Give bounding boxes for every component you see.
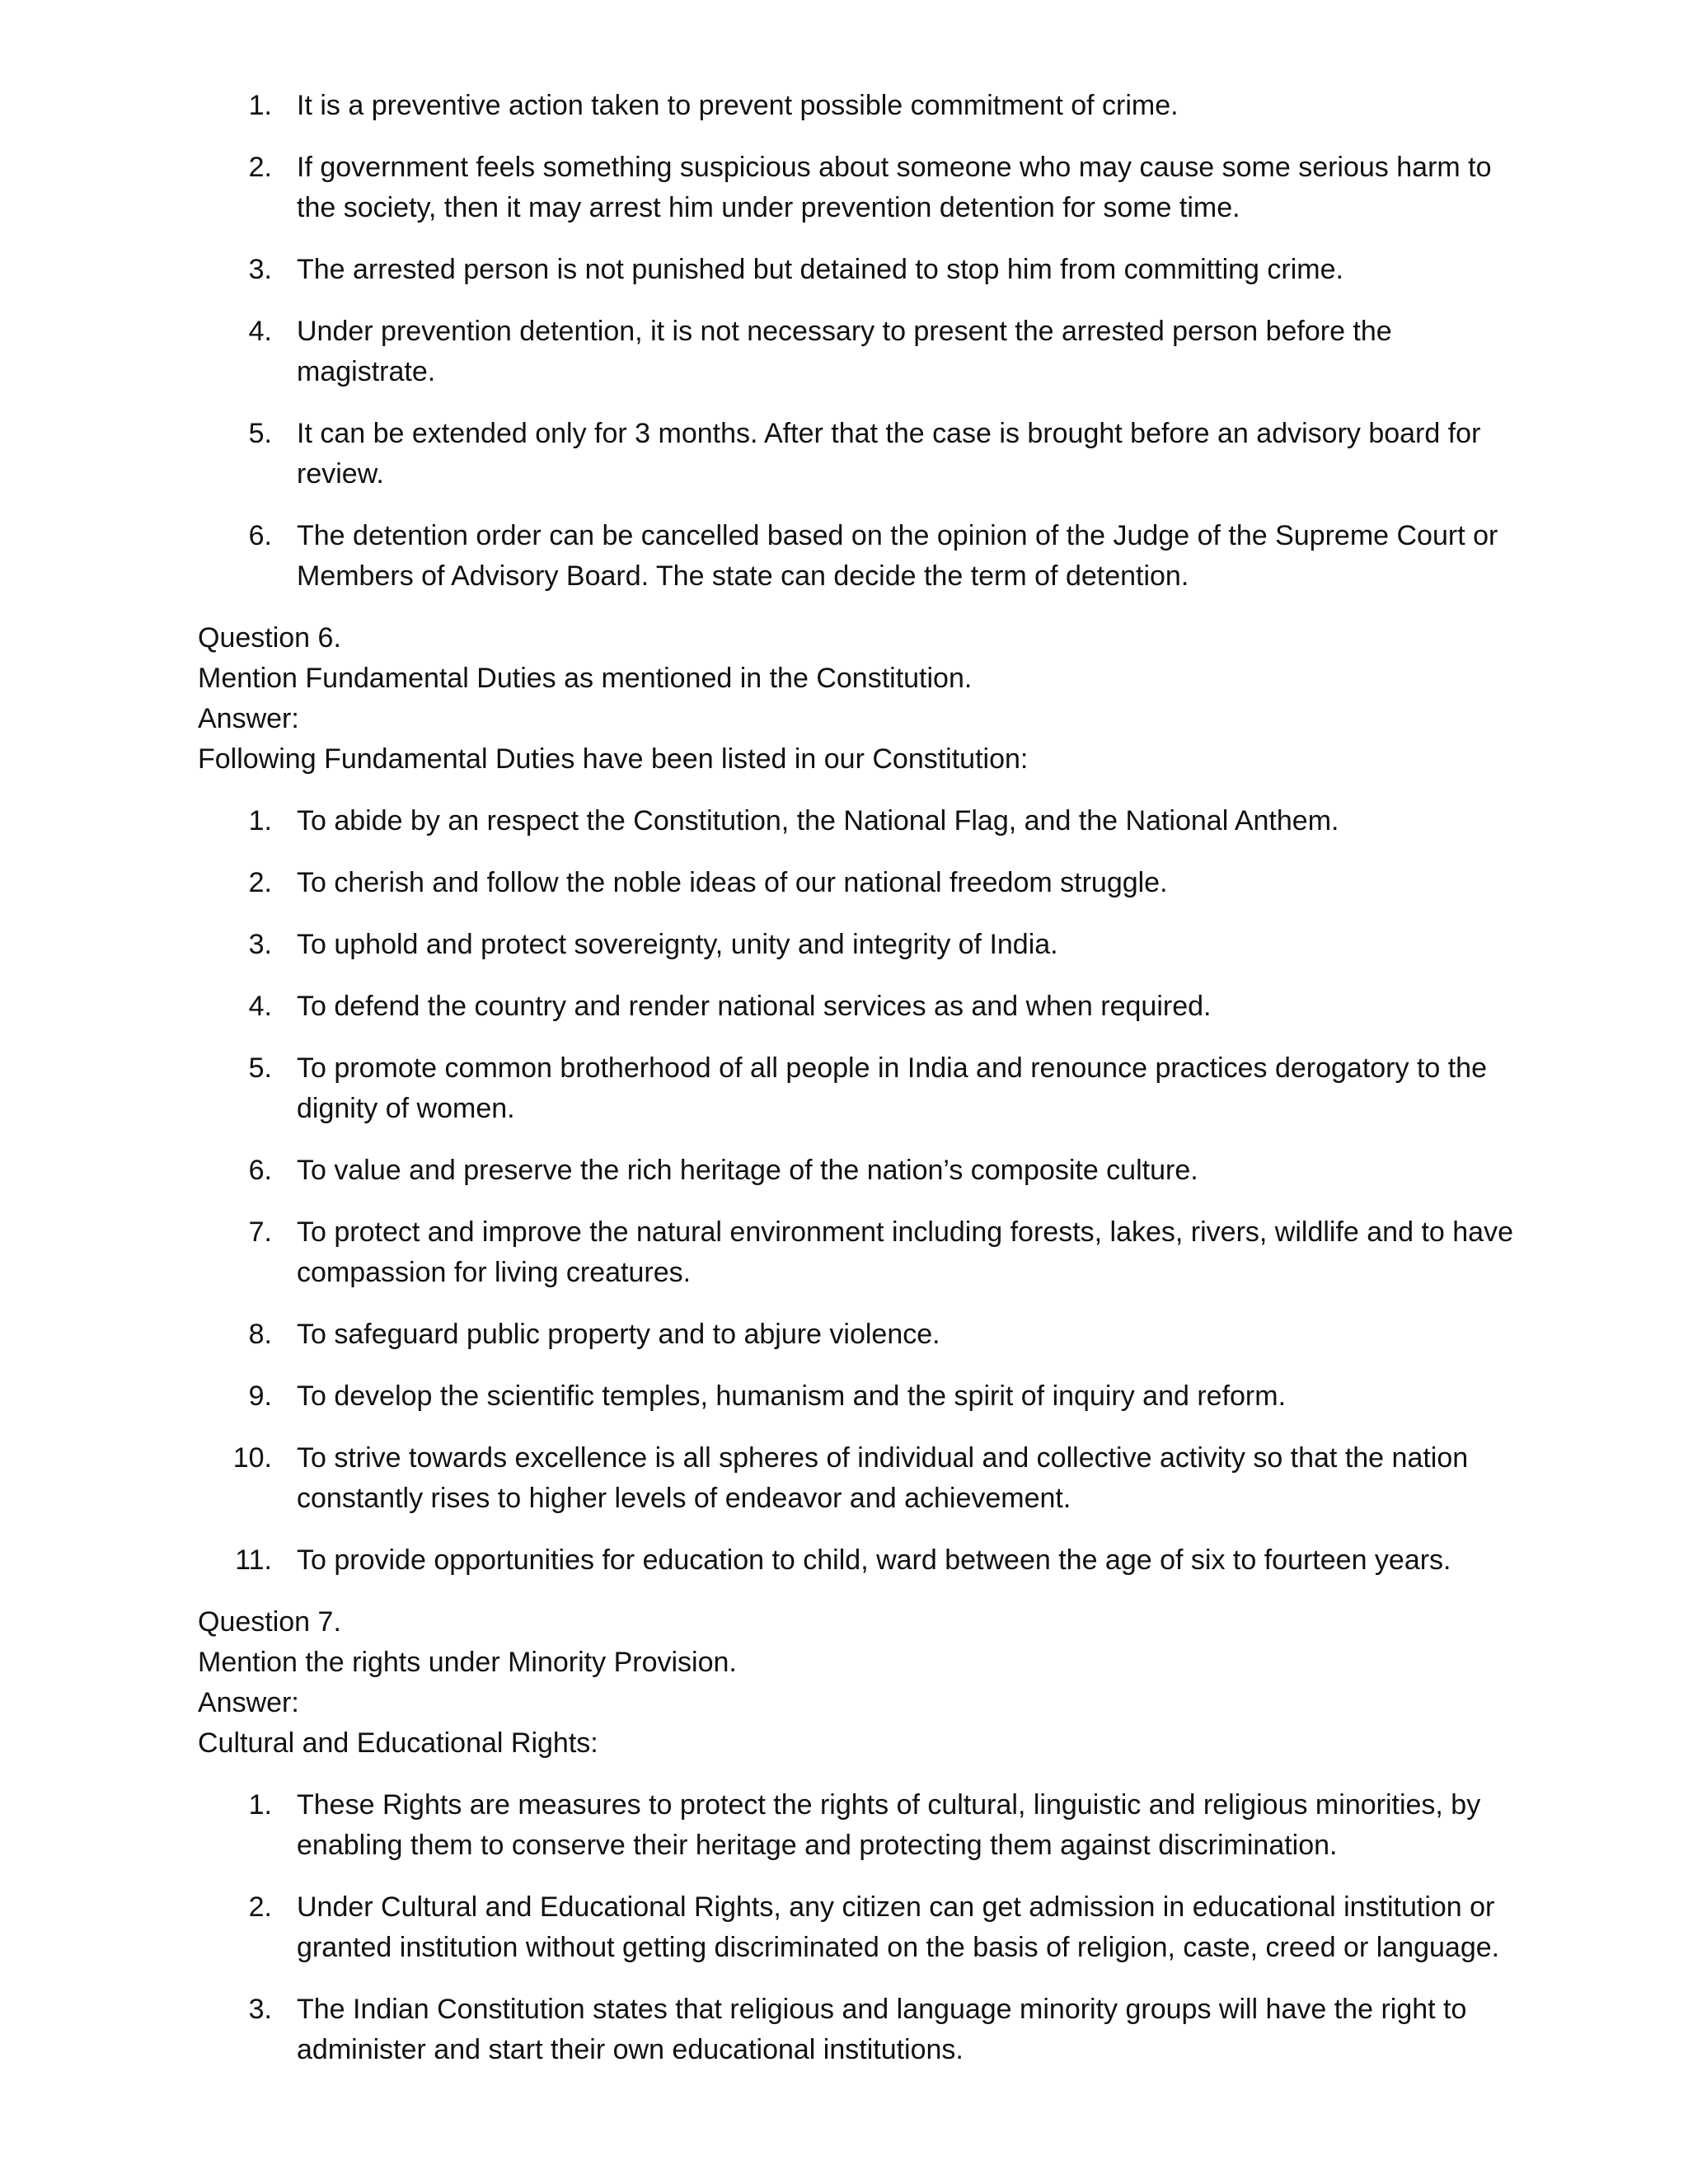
list-item <box>198 1540 1517 1581</box>
list-number: 9. <box>248 1380 272 1412</box>
list-text: The Indian Constitution states that religious and language minority groups will have the right to administer and start their own educational institutions. <box>297 1994 1467 2065</box>
list-item <box>198 250 1517 290</box>
list-item <box>198 1438 1517 1519</box>
list-number: 3. <box>248 254 272 285</box>
list-text: To cherish and follow the noble ideas of our national freedom struggle. <box>297 867 1168 898</box>
list-text: To develop the scientific temples, humanism and the spirit of inquiry and reform. <box>297 1380 1287 1412</box>
preventive-detention-list <box>198 86 1517 597</box>
list-number: 1. <box>248 90 272 121</box>
list-item <box>198 987 1517 1027</box>
question-label: Question 6. <box>198 622 341 654</box>
list-text: To defend the country and render national services as and when required. <box>297 991 1212 1022</box>
list-item <box>198 863 1517 903</box>
list-text: If government feels something suspicious about someone who may cause some serious harm to the society, then it may arrest him under prevention detention for some time. <box>297 152 1492 223</box>
list-number: 4. <box>248 316 272 347</box>
list-number: 6. <box>248 520 272 551</box>
list-number: 7. <box>248 1216 272 1248</box>
list-text: To promote common brotherhood of all people in India and renounce practices derogatory to the dignity of women. <box>297 1052 1488 1124</box>
list-number: 10. <box>232 1442 272 1474</box>
list-item <box>198 801 1517 841</box>
question-7-block <box>198 1602 1517 1764</box>
list-number: 2. <box>248 152 272 183</box>
list-item <box>198 414 1517 494</box>
list-item <box>198 1887 1517 1968</box>
list-item <box>198 86 1517 126</box>
list-item <box>198 148 1517 228</box>
list-item <box>198 1376 1517 1417</box>
list-number: 4. <box>248 991 272 1022</box>
list-number: 3. <box>248 929 272 960</box>
list-text: Under Cultural and Educational Rights, any citizen can get admission in educational institution or granted institution without getting discriminated on the basis of religion, caste, creed or language. <box>297 1891 1500 1963</box>
list-text: Under prevention detention, it is not necessary to present the arrested person before the magistrate. <box>297 316 1392 387</box>
list-text: The detention order can be cancelled based on the opinion of the Judge of the Supreme Court or Members of Advisory Board. The state can decide the term of detention. <box>297 520 1498 592</box>
list-text: It is a preventive action taken to prevent possible commitment of crime. <box>297 90 1179 121</box>
answer-intro: Following Fundamental Duties have been listed in our Constitution: <box>198 743 1029 775</box>
list-item <box>198 1151 1517 1191</box>
list-item <box>198 1785 1517 1866</box>
list-text: To value and preserve the rich heritage of the nation’s composite culture. <box>297 1155 1198 1186</box>
question-text: Mention the rights under Minority Provision. <box>198 1647 737 1678</box>
list-number: 2. <box>248 1891 272 1923</box>
question-text: Mention Fundamental Duties as mentioned in the Constitution. <box>198 663 973 694</box>
question-6-block <box>198 618 1517 780</box>
list-text: To protect and improve the natural environment including forests, lakes, rivers, wildlife and to have compassion for living creatures. <box>297 1216 1513 1288</box>
list-item <box>198 925 1517 965</box>
list-text: It can be extended only for 3 months. After that the case is brought before an advisory board for review. <box>297 418 1481 490</box>
list-text: These Rights are measures to protect the rights of cultural, linguistic and religious minorities, by enabling them to conserve their heritage and protecting them against discrimination. <box>297 1789 1481 1861</box>
answer-label: Answer: <box>198 1687 299 1718</box>
list-item <box>198 516 1517 597</box>
list-text: To safeguard public property and to abjure violence. <box>297 1319 940 1350</box>
list-item <box>198 1048 1517 1129</box>
list-number: 1. <box>248 805 272 837</box>
list-item <box>198 1212 1517 1293</box>
list-text: To strive towards excellence is all spheres of individual and collective activity so that the nation constantly rises to higher levels of endeavor and achievement. <box>297 1442 1469 1514</box>
list-number: 3. <box>248 1994 272 2025</box>
list-text: The arrested person is not punished but detained to stop him from committing crime. <box>297 254 1343 285</box>
answer-label: Answer: <box>198 703 299 734</box>
list-item <box>198 1990 1517 2070</box>
fundamental-duties-list <box>198 801 1517 1581</box>
minority-rights-list <box>198 1785 1517 2070</box>
question-label: Question 7. <box>198 1606 341 1638</box>
list-number: 2. <box>248 867 272 898</box>
list-text: To uphold and protect sovereignty, unity and integrity of India. <box>297 929 1058 960</box>
document-page <box>198 86 1517 2092</box>
list-number: 5. <box>248 1052 272 1084</box>
list-item <box>198 312 1517 392</box>
list-number: 5. <box>248 418 272 449</box>
list-text: To provide opportunities for education to child, ward between the age of six to fourteen years. <box>297 1544 1451 1576</box>
list-item <box>198 1315 1517 1355</box>
list-text: To abide by an respect the Constitution, the National Flag, and the National Anthem. <box>297 805 1339 837</box>
list-number: 6. <box>248 1155 272 1186</box>
list-number: 11. <box>235 1544 272 1576</box>
list-number: 8. <box>248 1319 272 1350</box>
list-number: 1. <box>248 1789 272 1821</box>
answer-intro: Cultural and Educational Rights: <box>198 1727 598 1759</box>
